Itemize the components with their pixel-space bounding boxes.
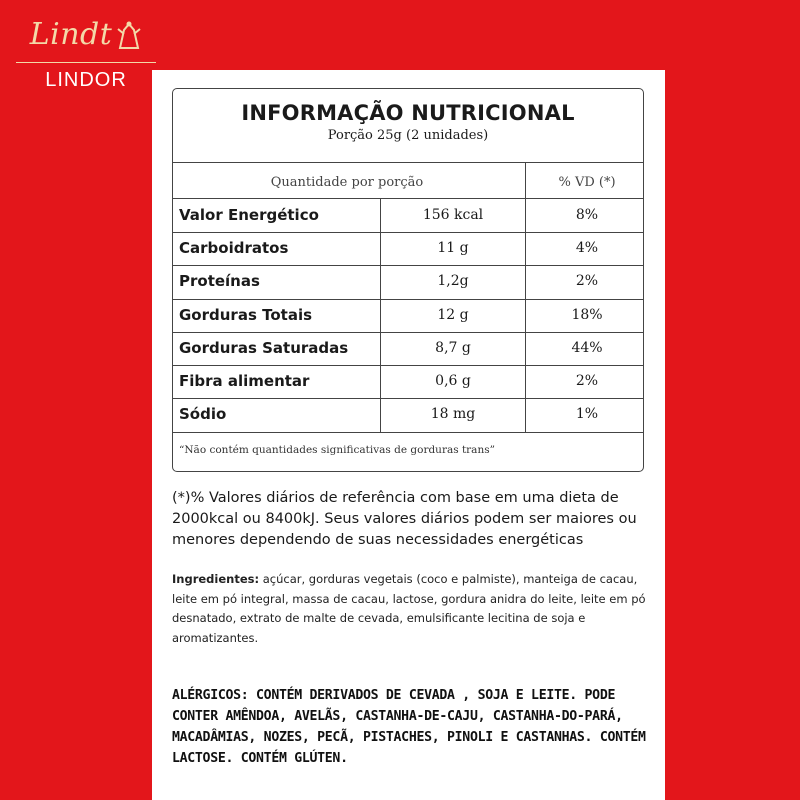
product-name: LINDOR <box>45 69 127 91</box>
allergens-warning: ALÉRGICOS: CONTÉM DERIVADOS DE CEVADA , SOJA E LEITE. PODE CONTER AMÊNDOA, AVELÃS, CASTANHA-DE-CAJU, CASTANHA-DO-PARÁ, MACADÂMIAS, NOZES, PECÃ, PISTACHES, PINOLI E CASTANHAS. CONTÉM LACTOSE. CONTÉM GLÚTEN. <box>172 688 646 766</box>
brand-divider <box>16 62 156 63</box>
nutrient-quantity: 1,2g <box>437 273 469 289</box>
nutrient-vd: 4% <box>575 240 599 256</box>
trans-fat-footnote: “Não contém quantidades significativas de gorduras trans” <box>179 444 495 456</box>
nutrient-name: Fibra alimentar <box>179 372 310 390</box>
divider <box>173 162 643 163</box>
nutrition-title: INFORMAÇÃO NUTRICIONAL <box>241 101 575 125</box>
nutrient-name: Gorduras Saturadas <box>179 339 349 357</box>
nutrient-row <box>173 233 643 266</box>
ingredients-section <box>172 570 648 648</box>
nutrient-quantity: 156 kcal <box>422 207 484 223</box>
ingredients-text: açúcar, gorduras vegetais (coco e palmiste), manteiga de cacau, leite em pó integral, massa de cacau, lactose, gordura anidra do leite, leite em pó desnatado, extrato de malte de cevada, emulsificante lecitina de soja e aromatizantes. <box>172 572 646 645</box>
nutrient-vd: 18% <box>571 307 603 323</box>
nutrient-name: Proteínas <box>179 272 260 290</box>
nutrient-vd: 2% <box>575 373 599 389</box>
vd-reference-note: (*)% Valores diários de referência com base em uma dieta de 2000kcal ou 8400kJ. Seus valores diários podem ser maiores ou menores dependendo de suas necessidades energéticas <box>172 490 637 548</box>
brand-logo <box>16 18 156 92</box>
lindt-logo <box>16 18 156 52</box>
nutrient-row <box>173 366 643 399</box>
nutrition-table <box>172 88 644 472</box>
nutrient-vd: 1% <box>575 406 599 422</box>
nutrient-quantity: 12 g <box>437 307 469 323</box>
lindt-wordmark: Lindt <box>29 17 113 52</box>
ingredients-label: Ingredientes: <box>172 572 260 586</box>
nutrient-name: Sódio <box>179 405 227 423</box>
divider <box>173 432 643 433</box>
nutrient-quantity: 18 mg <box>430 406 476 422</box>
nutrient-quantity: 0,6 g <box>435 373 471 389</box>
nutrient-vd: 8% <box>575 207 599 223</box>
nutrient-name: Valor Energético <box>179 206 319 224</box>
nutrient-vd: 44% <box>571 340 603 356</box>
divider <box>173 198 643 199</box>
nutrient-row <box>173 399 643 432</box>
label-panel <box>152 70 665 800</box>
nutrient-row <box>173 200 643 233</box>
portion-size: Porção 25g (2 unidades) <box>327 128 489 143</box>
nutrient-row <box>173 300 643 333</box>
nutrient-row <box>173 266 643 299</box>
header-vd: % VD (*) <box>558 175 616 190</box>
nutrient-quantity: 11 g <box>437 240 469 256</box>
nutrient-quantity: 8,7 g <box>435 340 471 356</box>
nutrient-name: Carboidratos <box>179 239 289 257</box>
crest-icon <box>116 20 142 50</box>
nutrient-vd: 2% <box>575 273 599 289</box>
header-quantity: Quantidade por porção <box>270 175 424 190</box>
divider <box>525 162 526 198</box>
nutrient-row <box>173 333 643 366</box>
nutrient-name: Gorduras Totais <box>179 306 313 324</box>
